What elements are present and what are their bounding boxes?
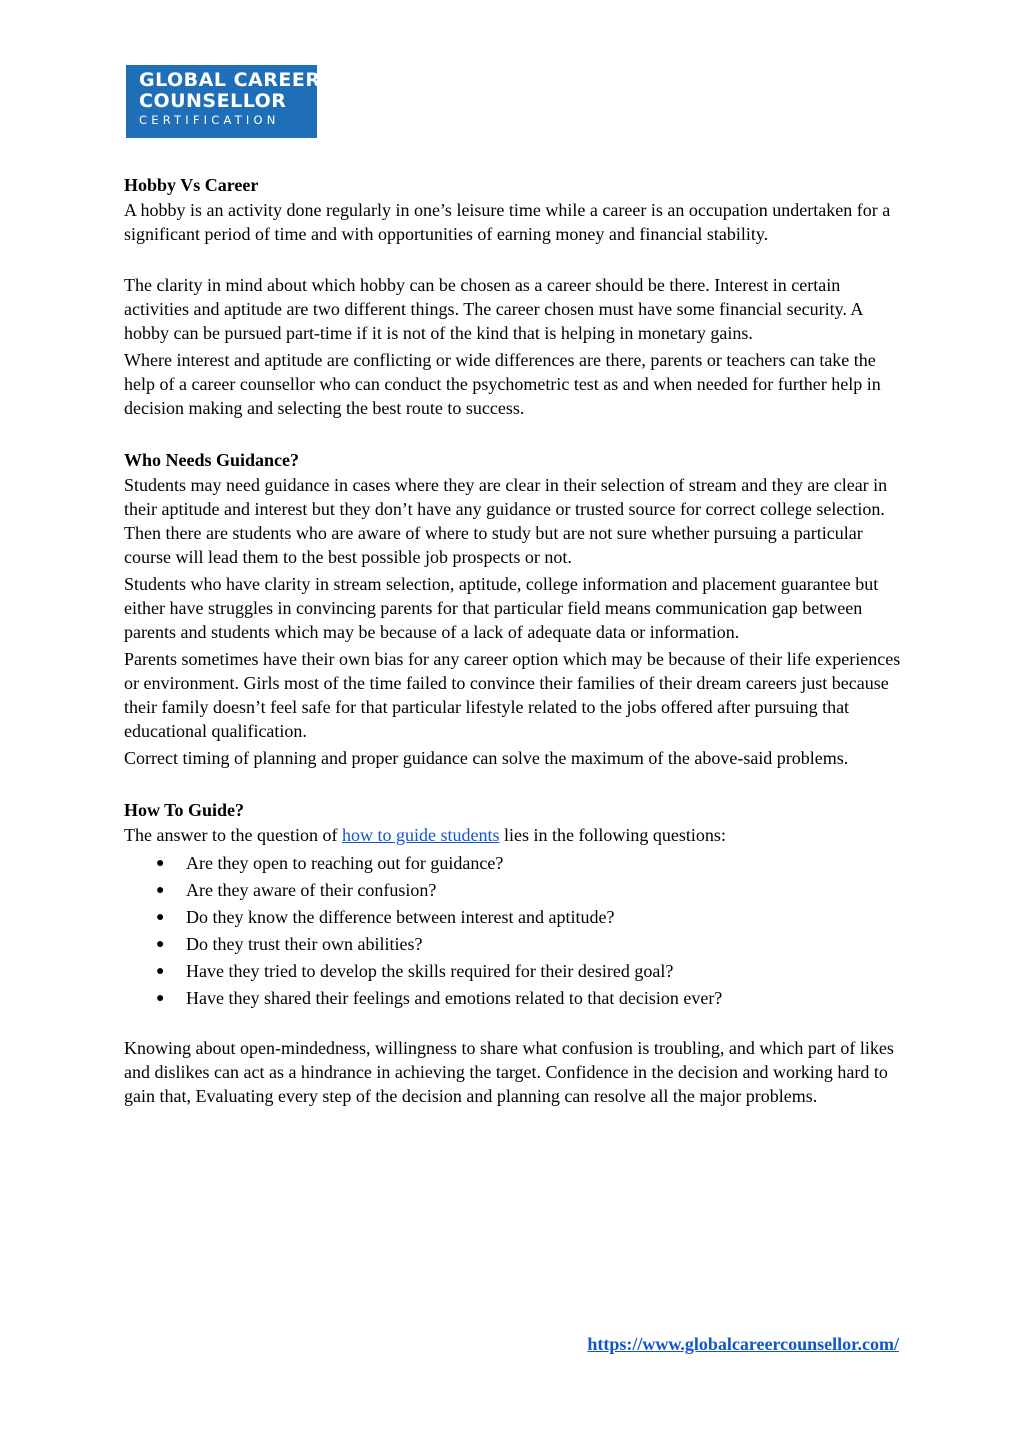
bullet-icon: ● (156, 991, 165, 1006)
list-item (156, 877, 904, 904)
bullet-icon: ● (156, 910, 165, 925)
closing-paragraph: Knowing about open-mindedness, willingness to share what confusion is troubling, and which part of likes and dislikes can act as a hindrance in achieving the target. Confidence in the decision and working hard to gain that, Evaluating every step of the decision and planning can resolve all the major problems. (124, 1038, 894, 1106)
paragraph: Parents sometimes have their own bias for any career option which may be because of their life experiences or environment. Girls most of the time failed to convince their families of their dream careers just because their family doesn’t feel safe for that particular lifestyle related to the jobs offered after pursuing that educational qualification. (124, 649, 901, 741)
paragraph: The clarity in mind about which hobby can be chosen as a career should be there. Interest in certain activities and aptitude are two different things. The career chosen must have some financial security. A hobby can be pursued part-time if it is not of the kind that is helping in monetary gains. (124, 275, 863, 343)
document-body (124, 172, 904, 1111)
logo-line-1: GLOBAL CAREER (139, 69, 321, 91)
bullet-icon: ● (156, 964, 165, 979)
list-item-text: Do they know the difference between interest and aptitude? (186, 907, 615, 927)
paragraph: A hobby is an activity done regularly in one’s leisure time while a career is an occupation undertaken for a significant period of time and with opportunities of earning money and financial stability. (124, 200, 891, 244)
paragraph: Where interest and aptitude are conflicting or wide differences are there, parents or teachers can take the help of a career counsellor who can conduct the psychometric test as and when needed for further help in decision making and selecting the best route to success. (124, 350, 881, 418)
list-item-text: Are they open to reaching out for guidance? (186, 853, 504, 873)
bullet-icon: ● (156, 883, 165, 898)
questions-list (124, 850, 904, 1012)
heading-how-to-guide: How To Guide? (124, 800, 245, 820)
how-to-guide-students-link[interactable]: how to guide students (341, 825, 500, 845)
intro-text-before: The answer to the question of (124, 825, 342, 845)
logo-line-2: COUNSELLOR (139, 90, 287, 112)
heading-hobby-vs-career: Hobby Vs Career (124, 175, 259, 195)
list-item-text: Do they trust their own abilities? (186, 934, 423, 954)
paragraph: Correct timing of planning and proper guidance can solve the maximum of the above-said problems. (124, 748, 849, 768)
list-item (156, 958, 904, 985)
paragraph: Students who have clarity in stream selection, aptitude, college information and placement guarantee but either have struggles in convincing parents for that particular field means communication gap between parents and students which may be because of a lack of adequate data or information. (124, 574, 879, 642)
heading-who-needs-guidance: Who Needs Guidance? (124, 450, 300, 470)
bullet-icon: ● (156, 937, 165, 952)
list-item-text: Are they aware of their confusion? (186, 880, 437, 900)
bullet-icon: ● (156, 856, 165, 871)
intro-text-after: lies in the following questions: (499, 825, 726, 845)
brand-logo (126, 65, 321, 138)
paragraph: Students may need guidance in cases where they are clear in their selection of stream and they are clear in their aptitude and interest but they don’t have any guidance or trusted source for correct college selection. Then there are students who are aware of where to study but are not sure whether pursuing a particular course will lead them to the best possible job prospects or not. (124, 475, 888, 567)
logo-line-3: CERTIFICATION (139, 113, 280, 127)
list-item (156, 904, 904, 931)
intro-paragraph (124, 823, 904, 847)
list-item (156, 985, 904, 1012)
list-item (156, 931, 904, 958)
list-item-text: Have they tried to develop the skills required for their desired goal? (186, 961, 674, 981)
list-item (156, 850, 904, 877)
footer-website-link[interactable]: https://www.globalcareercounsellor.com/ (587, 1334, 899, 1354)
list-item-text: Have they shared their feelings and emotions related to that decision ever? (186, 988, 723, 1008)
